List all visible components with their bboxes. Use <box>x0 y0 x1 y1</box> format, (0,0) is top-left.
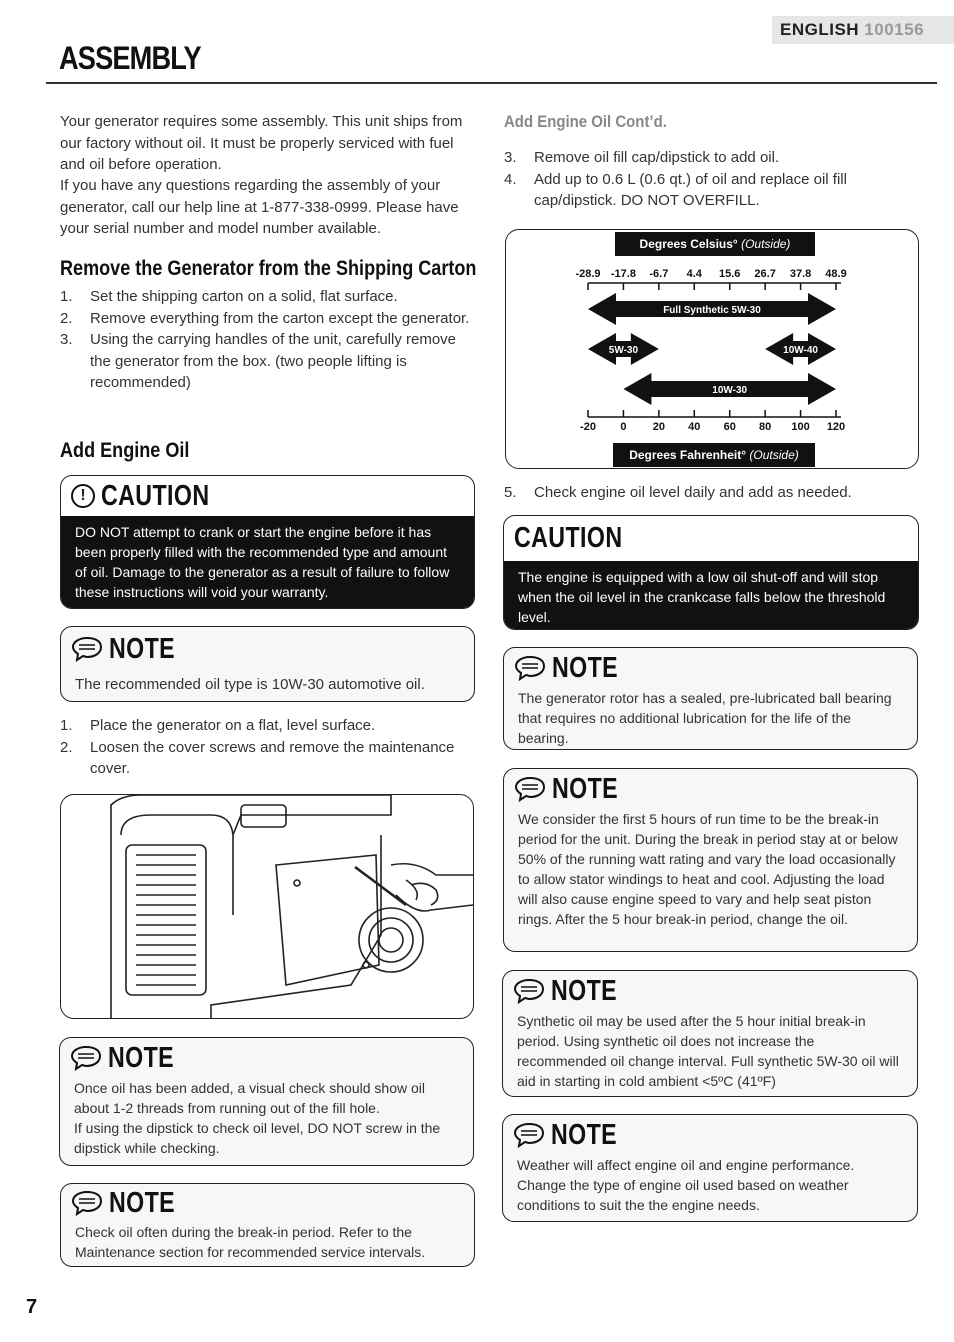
note-label: NOTE <box>552 772 619 805</box>
note-label: NOTE <box>108 1041 175 1074</box>
celsius-tick-label: 48.9 <box>825 268 847 280</box>
note-label: NOTE <box>551 1118 618 1151</box>
range-label: Full Synthetic 5W-30 <box>663 305 761 316</box>
note-text: The generator rotor has a sealed, pre-lubricated ball bearing that requires no additional lubrication for the life of the bearing. <box>518 690 892 746</box>
caution-text: DO NOT attempt to crank or start the engine before it has been properly filled with the recommended type and amount of oil. Damage to the generator as a result of failure to follow these instructions will void your warranty. <box>61 516 474 608</box>
note-box-4 <box>503 647 918 750</box>
step-5 <box>504 482 914 504</box>
note-label: NOTE <box>109 1186 176 1219</box>
list-item: 2. Remove everything from the carton except the generator. <box>60 309 470 327</box>
note-text: Check oil often during the break-in period. Refer to the Maintenance section for recommended service intervals. <box>75 1224 426 1260</box>
caution-label: CAUTION <box>101 479 210 512</box>
note-box-2 <box>59 1037 474 1166</box>
celsius-tick-label: 15.6 <box>719 268 741 280</box>
language-tab <box>772 16 954 44</box>
speech-bubble-icon <box>513 978 545 1004</box>
intro-paragraph-1: Your generator requires some assembly. This unit ships from our factory without oil. It must be properly serviced with fuel and oil before operation. <box>60 113 463 173</box>
note-text: We consider the first 5 hours of run time to be the break-in period for the unit. During the break in period stay at or below 50% of the running watt rating and vary the load occasionally to allow stator windings to heat and cool. Adjusting the load will also cause engine speed to vary and help seat piston rings. After the 5 hour break-in period, change the oil. <box>518 811 898 927</box>
note-label: NOTE <box>551 974 618 1007</box>
speech-bubble-icon <box>70 1045 102 1071</box>
caution-box-1 <box>60 475 475 609</box>
remove-heading: Remove the Generator from the Shipping Carton <box>60 257 477 280</box>
page-title: ASSEMBLY <box>59 40 201 76</box>
fahrenheit-tick-label: 80 <box>759 421 772 433</box>
list-item: 1. Place the generator on a flat, level surface. <box>60 717 376 734</box>
oil-contd-heading: Add Engine Oil Cont’d. <box>504 112 667 131</box>
note-text: Weather will affect engine oil and engine performance. Change the type of engine oil used based on weather conditions to suit the the engine needs. <box>517 1157 855 1213</box>
remove-steps <box>60 286 478 394</box>
intro-paragraph-2: If you have any questions regarding the assembly of your generator, call our help line at 1-877-338-0999. Please have your serial number and model number available. <box>60 177 459 237</box>
note-label: NOTE <box>552 651 619 684</box>
list-item: 3. Remove oil fill cap/dipstick to add oil. <box>504 149 780 166</box>
generator-drawing <box>61 795 474 1019</box>
range-label: 10W-30 <box>712 385 748 396</box>
celsius-tick-label: -17.8 <box>610 268 636 280</box>
chart-svg <box>506 230 920 470</box>
celsius-tick-label: -28.9 <box>575 268 601 280</box>
fahrenheit-tick-label: -20 <box>580 421 596 433</box>
speech-bubble-icon <box>514 655 546 681</box>
page-number: 7 <box>26 1296 38 1318</box>
fahrenheit-tick-label: 60 <box>723 421 736 433</box>
note-text-2: If using the dipstick to check oil level, DO NOT screw in the dipstick while checking. <box>74 1120 441 1156</box>
speech-bubble-icon <box>514 776 546 802</box>
note-box-7 <box>502 1114 918 1222</box>
fahrenheit-tick-label: 100 <box>791 421 810 433</box>
oil-steps <box>60 715 478 780</box>
warning-icon: ! <box>71 484 95 508</box>
list-item: 3. Using the carrying handles of the unit, carefully remove the generator from the box. (two people lifting is recommended) <box>60 331 457 391</box>
language-label: ENGLISH <box>780 20 860 39</box>
fahrenheit-tick-label: 0 <box>620 421 627 433</box>
caution-text: The engine is equipped with a low oil shut-off and will stop when the oil level in the crankcase falls below the threshold level. <box>504 561 918 630</box>
doc-number: 100156 <box>864 20 925 39</box>
celsius-tick-label: 37.8 <box>789 268 812 280</box>
oil-temperature-chart <box>505 229 919 469</box>
fahrenheit-tick-label: 40 <box>688 421 701 433</box>
celsius-tick-label: -6.7 <box>649 268 669 280</box>
speech-bubble-icon <box>71 1190 103 1216</box>
generator-illustration <box>60 794 474 1019</box>
list-item: 5. Check engine oil level daily and add as needed. <box>504 484 852 501</box>
celsius-tick-label: 26.7 <box>754 268 776 280</box>
caution-box-2 <box>503 515 919 630</box>
note-box-5 <box>503 768 918 952</box>
range-label: 5W-30 <box>608 345 639 356</box>
note-text: The recommended oil type is 10W-30 automotive oil. <box>75 676 425 693</box>
list-item: 4. Add up to 0.6 L (0.6 qt.) of oil and replace oil fill cap/dipstick. DO NOT OVERFILL. <box>504 170 847 209</box>
note-text-1: Once oil has been added, a visual check should show oil about 1-2 threads from running out of the fill hole. <box>74 1080 425 1116</box>
list-item: 1. Set the shipping carton on a solid, flat surface. <box>60 288 398 305</box>
speech-bubble-icon <box>513 1122 545 1148</box>
note-box-6 <box>502 970 918 1097</box>
range-label: 10W-40 <box>783 345 818 356</box>
speech-bubble-icon <box>71 636 103 662</box>
fahrenheit-tick-label: 20 <box>652 421 665 433</box>
oil-contd-steps <box>504 147 914 212</box>
title-rule <box>46 82 937 84</box>
caution-label: CAUTION <box>514 522 623 554</box>
note-text: Synthetic oil may be used after the 5 hour initial break-in period. Using synthetic oil does not increase the recommended oil change interval. Full synthetic 5W-30 oil will aid in starting in cold ambient <5ºC (41ºF) <box>517 1013 899 1089</box>
fahrenheit-label: Degrees Fahrenheit° (Outside) <box>629 448 799 462</box>
note-label: NOTE <box>109 632 176 665</box>
note-box-3 <box>60 1183 475 1267</box>
fahrenheit-tick-label: 120 <box>826 421 846 433</box>
celsius-label: Degrees Celsius° (Outside) <box>639 237 791 251</box>
note-box-1 <box>60 626 475 702</box>
celsius-tick-label: 4.4 <box>686 268 702 280</box>
add-oil-heading: Add Engine Oil <box>60 439 190 462</box>
list-item: 2. Loosen the cover screws and remove the maintenance cover. <box>60 738 455 777</box>
